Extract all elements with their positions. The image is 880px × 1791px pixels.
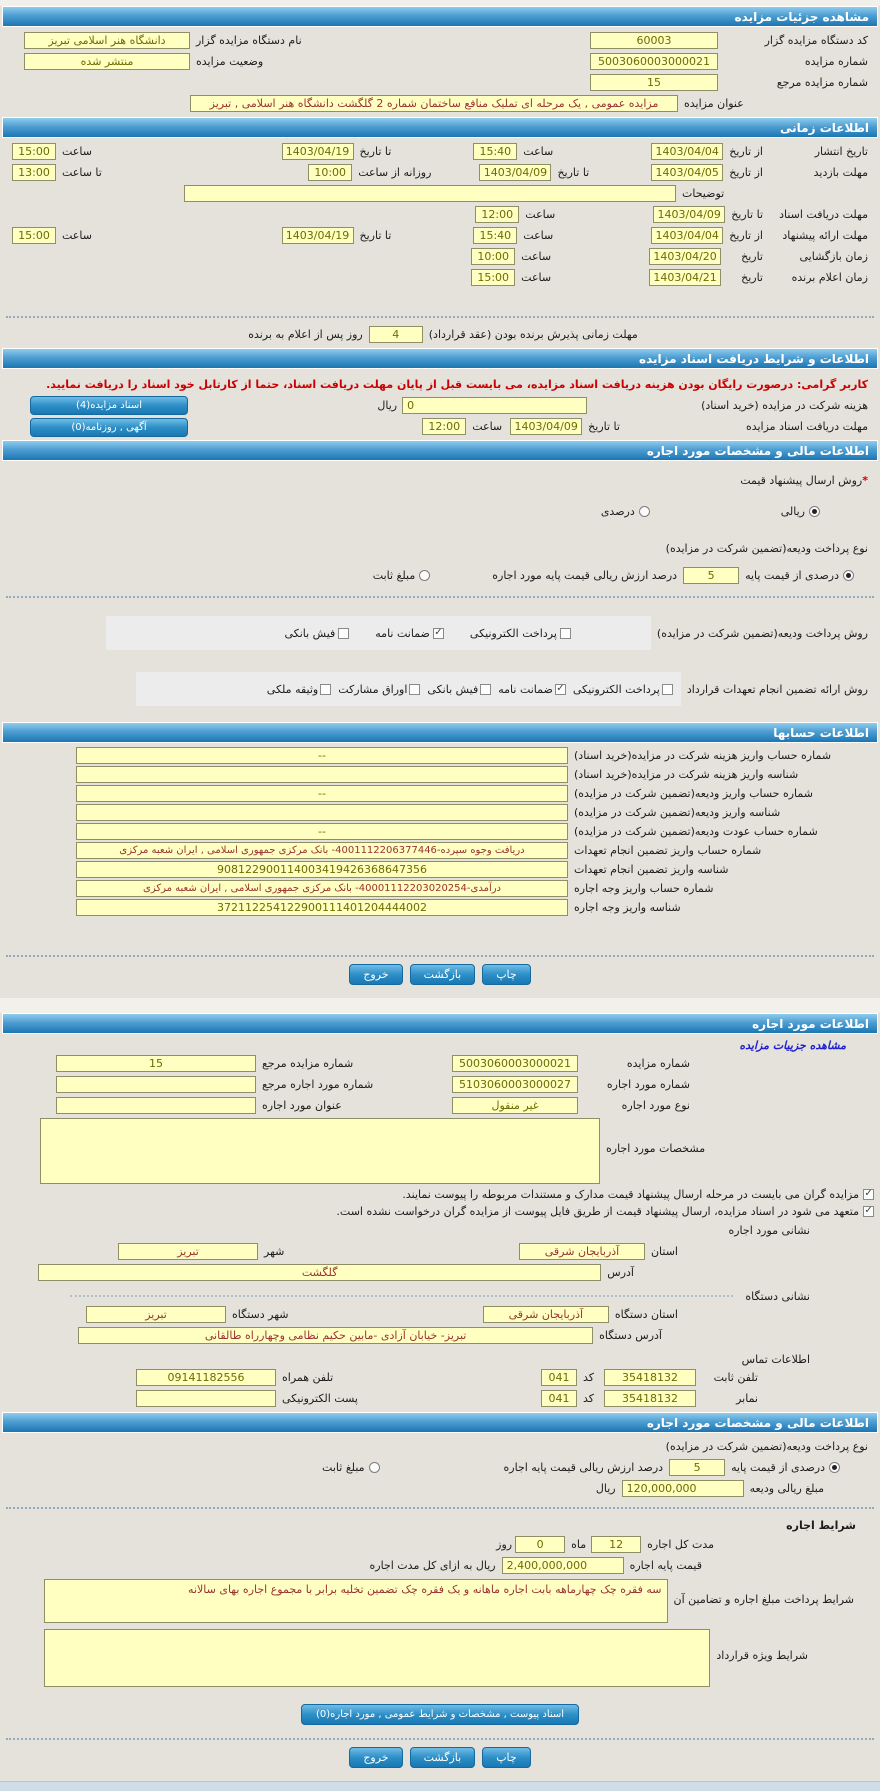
attach-docs-checkbox-row [0,1186,880,1203]
rent-terms-title-row [0,1509,880,1534]
publish-to-time-field[interactable]: 15:00 [12,143,56,160]
winner-time-field[interactable]: 15:00 [471,269,515,286]
ref-no-label: شماره مزایده مرجع [776,76,868,89]
docs-deadline-label: مهلت دریافت اسناد [779,208,868,221]
percent-of-base-radio[interactable] [829,1462,840,1473]
no-file-request-checkbox[interactable] [863,1206,874,1217]
view-details-row [0,1037,880,1053]
opening-date-field[interactable]: 1403/04/20 [649,248,721,265]
guarantee-option-label: فیش بانکی [427,682,479,696]
hour-label: ساعت [62,229,92,242]
date-label: تاریخ [741,271,763,284]
percent-radio[interactable] [639,506,650,517]
newspaper-ads-button[interactable]: آگهی , روزنامه(0) [30,418,188,437]
docs-date-field[interactable]: 1403/04/09 [653,206,725,223]
item-address-title-row [0,1220,880,1241]
ref-no-field[interactable]: 15 [56,1055,256,1072]
bank-slip-checkbox[interactable] [338,628,349,639]
notes-row [0,183,880,204]
offer-label: مهلت ارائه پیشنهاد [782,229,868,242]
section-header-accounts [2,722,878,743]
percent-of-base-radio[interactable] [843,570,854,581]
account-row [0,860,880,879]
section-title: اطلاعات زمانی [780,120,869,135]
agency-code-field[interactable]: 60003 [590,32,718,49]
agency-city-field[interactable]: تبریز [86,1306,226,1323]
account-row [0,784,880,803]
rial-option-label: ریالی [780,505,805,518]
exit-button[interactable]: خروج [349,1747,402,1768]
guarantee-option-label: ضمانت نامه [498,682,553,696]
fixed-amount-radio[interactable] [369,1462,380,1473]
back-button[interactable]: بازگشت [410,964,476,985]
section-header-timing [2,117,878,138]
item-specs-field[interactable] [40,1118,600,1184]
status-label: وضعیت مزایده [196,55,264,68]
winner-acceptance-row [0,318,880,345]
item-type-field[interactable]: غیر منقول [452,1097,578,1114]
account-row [0,879,880,898]
account-row-label: شناسه واریز ودیعه(تضمین شرکت در مزایده) [574,806,781,819]
acceptance-label: مهلت زمانی پذیرش برنده بودن (عقد قرارداد) [428,328,638,341]
section-header-financial [2,440,878,461]
account-row-label: شماره حساب واریز تضمین انجام تعهدات [574,844,762,857]
account-row [0,841,880,860]
mobile-field[interactable]: 09141182556 [136,1369,276,1386]
percent-value-field[interactable]: 5 [683,567,739,584]
guarantee-option [427,683,491,696]
item-ref-label: شماره مورد اجاره مرجع [262,1078,374,1091]
docs-receive-deadline-row [0,204,880,225]
rial-radio[interactable] [809,506,820,517]
winner-announce-row [0,267,880,288]
agency-province-field[interactable]: آذربایجان شرقی [483,1306,609,1323]
percent-of-base-label: درصدی از قیمت پایه [745,569,839,582]
payment-terms-label: شرایط پرداخت مبلغ اجاره و تضامین آن [673,1593,854,1606]
deposit-type-label: نوع پرداخت ودیعه(تضمین شرکت در مزایده) [665,542,868,555]
pay-method-option-label: پرداخت الکترونیکی [469,626,557,640]
no-file-request-text: متعهد می شود در اسناد مزایده، ارسال پیشنهاد قیمت از طریق فایل پیوست از مزایده گران درخواست نشده است. [336,1205,859,1218]
participation-fee-row [0,395,880,416]
account-row [0,746,880,765]
offer-deadline-row [0,225,880,246]
base-price-row [0,1555,880,1576]
publish-date-row [0,141,880,162]
guarantee-option-label: اوراق مشارکت [338,682,408,696]
item-specs-row [0,1116,880,1186]
daily-to-hour-label: تا ساعت [62,166,102,179]
item-title-field[interactable] [56,1097,256,1114]
email-field[interactable] [136,1390,276,1407]
docs-time-field[interactable]: 12:00 [475,206,519,223]
pay-method-option [284,627,349,640]
opening-label: زمان بازگشایی [799,250,868,263]
rial-label: ریال [377,399,398,412]
guarantee-option [267,683,331,696]
account-row [0,898,880,917]
docs-deadline-time-field[interactable]: 12:00 [422,418,466,435]
contract-guarantee-label: روش ارائه تضمین انجام تعهدات قرارداد [686,682,868,696]
percent-value-field[interactable]: 5 [669,1459,725,1476]
hour-label: ساعت [521,250,552,263]
auction-no-row [0,51,880,72]
payment-terms-row [0,1576,880,1626]
pay-method-option-label: ضمانت نامه [375,626,430,640]
agency-address-field[interactable]: تبریز- خیابان آزادی -مابین حکیم نظامی وچهارراه طالقانی [78,1327,593,1344]
duration-days-field[interactable]: 0 [515,1536,565,1553]
visit-label: مهلت بازدید [813,166,868,179]
item-province-city-row [0,1241,880,1262]
phone-field[interactable]: 35418132 [604,1369,696,1386]
opening-time-row [0,246,880,267]
base-price-suffix: ریال به ازای کل مدت اجاره [369,1559,496,1572]
item-address-title: نشانی مورد اجاره [728,1224,810,1237]
offer-from-time-field[interactable]: 15:40 [473,227,517,244]
offer-from-date-field[interactable]: 1403/04/04 [651,227,723,244]
fee-field[interactable]: 0 [402,397,587,414]
rent-duration-row [0,1534,880,1555]
offer-to-date-field[interactable]: 1403/04/19 [282,227,354,244]
fax-label: نمابر [736,1392,758,1405]
from-date-label: از تاریخ [729,145,763,158]
section-title: اطلاعات و شرایط دریافت اسناد مزایده [638,351,869,366]
ref-no-label: شماره مزایده مرجع [262,1057,354,1070]
hour-label: ساعت [523,229,554,242]
percent-suffix-label: درصد ارزش ریالی قیمت پایه مورد اجاره [492,569,678,582]
contact-title: اطلاعات تماس [741,1352,810,1366]
guarantee-option-label: وثیقه ملکی [266,682,319,696]
account-row-field[interactable]: -- [76,823,568,840]
auction-docs-button[interactable]: اسناد مزایده(4) [30,396,188,415]
fee-label: هزینه شرکت در مزایده (خرید اسناد) [701,399,868,412]
account-row-label: شناسه واریز هزینه شرکت در مزایده(خرید اسناد) [574,768,799,781]
fixed-amount-label: مبلغ ثابت [372,569,416,582]
account-row-label: شماره حساب عودت ودیعه(تضمین شرکت در مزایده) [574,825,818,838]
section-header-docs-conditions [2,348,878,369]
duration-months-field[interactable]: 12 [591,1536,641,1553]
account-row-field[interactable]: درآمدی-40001112203020254- بانک مرکزی جمهوری اسلامی , ایران شعبه مرکزی [76,880,568,897]
electronic-payment-checkbox[interactable] [662,684,673,695]
deposit-percent-row [0,557,880,588]
pay-method-option [375,627,444,640]
base-price-field[interactable]: 2,400,000,000 [502,1557,624,1574]
guarantee-letter-checkbox[interactable] [433,628,444,639]
agency-province-label: استان دستگاه [614,1308,678,1321]
notes-label: توضیحات [682,187,725,200]
agency-name-label: نام دستگاه مزایده گزار [196,34,302,47]
electronic-payment-checkbox[interactable] [560,628,571,639]
print-button[interactable]: چاپ [482,964,531,985]
auction-details-panel [0,6,880,998]
send-method-options-row [0,489,880,528]
account-row-label: شماره حساب واریز وجه اجاره [574,882,714,895]
agency-name-field[interactable]: دانشگاه هنر اسلامی تبریز [24,32,190,49]
account-row [0,803,880,822]
required-star: * [862,474,868,487]
phone-label: تلفن ثابت [713,1371,758,1384]
section-title: اطلاعات مالی و مشخصات مورد اجاره [646,443,869,458]
attached-docs-button[interactable]: اسناد پیوست , مشخصات و شرایط عمومی , مورد اجاره(0) [301,1704,579,1725]
account-row [0,822,880,841]
hour-label: ساعت [521,271,552,284]
pay-method-option-label: فیش بانکی [284,626,336,640]
contact-title-row [0,1346,880,1367]
account-row-label: شماره حساب واریز ودیعه(تضمین شرکت در مزایده) [574,787,813,800]
publish-label: تاریخ انتشار [814,145,868,158]
attach-docs-text: مزایده گران می بایست در مرحله ارسال پیشنهاد قیمت مدارک و مستندات مربوطه را پیوست نمایند. [402,1188,859,1201]
top-strip [0,0,880,3]
auction-no-label: شماره مزایده [804,55,868,68]
deposit-pay-method-box [106,616,651,650]
fixed-amount-radio[interactable] [419,570,430,581]
to-date-label: تا تاریخ [557,166,590,179]
account-row-label: شناسه واریز وجه اجاره [574,901,681,914]
account-row-field[interactable] [76,804,568,821]
auction-title-field[interactable]: مزایده عمومی , یک مرحله ای تملیک منافع ساختمان شماره 2 گلگشت دانشگاه هنر اسلامی , تبریز [190,95,678,112]
fax-code-field[interactable]: 041 [541,1390,577,1407]
send-method-row [0,464,880,489]
section-title: مشاهده جزئیات مزایده [734,9,869,24]
mobile-label: تلفن همراه [282,1371,334,1384]
item-specs-label: مشخصات مورد اجاره [606,1142,706,1155]
hour-label: ساعت [472,420,503,433]
section-header-rental-item [2,1013,878,1034]
no-file-request-checkbox-row [0,1203,880,1220]
code-label: کد [582,1392,594,1405]
footer-strip [0,1781,880,1791]
publish-from-time-field[interactable]: 15:40 [473,143,517,160]
item-no-label: شماره مورد اجاره [606,1078,690,1091]
deposit-amount-field[interactable]: 120,000,000 [622,1480,744,1497]
deposit-amount-row [0,1478,880,1499]
item-ref-field[interactable] [56,1076,256,1093]
to-date-label: تا تاریخ [359,145,392,158]
ref-no-row [0,72,880,93]
deposit-pay-method-label: روش پرداخت ودیعه(تضمین شرکت در مزایده) [656,626,868,640]
fax-row [0,1388,880,1409]
attach-docs-checkbox[interactable] [863,1189,874,1200]
account-row-field[interactable]: دریافت وجوه سپرده-4001112206377446- بانک مرکزی جمهوری اسلامی , ایران شعبه مرکزی [76,842,568,859]
auction-no-label: شماره مزایده [626,1057,690,1070]
deposit-type-row-2 [0,1436,880,1457]
visit-to-date-field[interactable]: 1403/04/09 [479,164,551,181]
winner-date-field[interactable]: 1403/04/21 [649,269,721,286]
account-row-field[interactable]: 372112254122900111401204444002 [76,899,568,916]
to-date-label: تا تاریخ [731,208,763,221]
hour-label: ساعت [523,145,554,158]
agency-code-label: کد دستگاه مزایده گزار [764,34,868,47]
auction-no-field[interactable]: 5003060003000021 [452,1055,578,1072]
province-label: استان [650,1245,678,1258]
status-field[interactable]: منتشر شده [24,53,190,70]
agency-city-label: شهر دستگاه [232,1308,289,1321]
exit-button[interactable]: خروج [349,964,402,985]
from-date-label: از تاریخ [729,229,763,242]
address-label: آدرس [607,1266,634,1279]
publish-to-date-field[interactable]: 1403/04/19 [282,143,354,160]
address-field[interactable]: گلگشت [38,1264,601,1281]
print-button[interactable]: چاپ [482,1747,531,1768]
account-row-field[interactable]: 908122900114003419426368647356 [76,861,568,878]
toolbar [0,957,880,994]
rental-auction-no-row [0,1053,880,1074]
view-auction-details-link[interactable]: مشاهده جزییات مزایده [739,1038,846,1052]
rental-item-panel [0,1013,880,1781]
day-label: روز [496,1538,513,1551]
rental-item-no-row [0,1074,880,1095]
publish-from-date-field[interactable]: 1403/04/04 [651,143,723,160]
deposit-amount-label: مبلغ ریالی ودیعه [749,1482,824,1495]
agency-row [0,30,880,51]
phone-code-field[interactable]: 041 [541,1369,577,1386]
send-method-label: روش ارسال پیشنهاد قیمت [740,474,863,487]
account-row-field[interactable] [76,766,568,783]
fax-field[interactable]: 35418132 [604,1390,696,1407]
dotted-separator [6,596,874,598]
section-title: اطلاعات مالی و مشخصات مورد اجاره [646,1415,869,1430]
guarantee-option [573,683,673,696]
city-label: شهر [264,1245,285,1258]
auction-title-label: عنوان مزایده [684,97,744,110]
province-field[interactable]: آذربایجان شرقی [519,1243,645,1260]
attachments-row [0,1690,880,1734]
deposit-percent-row-2 [0,1457,880,1478]
agency-address-title-row [0,1283,880,1304]
contract-guarantee-box [136,672,681,706]
section-header-auction-details [2,6,878,27]
base-price-label: قیمت پایه اجاره [629,1559,702,1572]
back-button[interactable]: بازگشت [410,1747,476,1768]
auction-no-field[interactable]: 5003060003000021 [590,53,718,70]
code-label: کد [582,1371,594,1384]
notes-field[interactable] [184,185,676,202]
phone-row [0,1367,880,1388]
panel-gap [0,998,880,1010]
docs-deadline-row [0,416,880,437]
acceptance-suffix: روز پس از اعلام به برنده [248,328,363,341]
email-label: پست الکترونیکی [282,1392,358,1405]
visit-from-date-field[interactable]: 1403/04/05 [651,164,723,181]
bank-slip-checkbox[interactable] [480,684,491,695]
payment-terms-field[interactable]: سه فقره چک چهارماهه بابت اجاره ماهانه و یک فقره چک تضمین تخلیه برابر با مجموع اجاره بهای سالانه [44,1579,668,1623]
rial-label: ریال [595,1482,616,1495]
agency-address-title: نشانی دستگاه [745,1289,810,1303]
account-row-label: شماره حساب واریز هزینه شرکت در مزایده(خرید اسناد) [574,749,832,762]
item-title-label: عنوان مورد اجاره [262,1099,342,1112]
contract-guarantee-row [0,670,880,708]
agency-address-row [0,1325,880,1346]
guarantee-option-label: پرداخت الکترونیکی [572,682,660,696]
account-row-field[interactable]: -- [76,747,568,764]
pay-method-option [470,627,571,640]
opening-time-field[interactable]: 10:00 [471,248,515,265]
visit-daily-to-field[interactable]: 13:00 [12,164,56,181]
percent-option-label: درصدی [600,505,635,518]
visit-daily-from-field[interactable]: 10:00 [308,164,352,181]
deposit-type-row [0,528,880,557]
fixed-amount-label: مبلغ ثابت [322,1461,365,1474]
special-terms-label: شرایط ویژه قرارداد [716,1649,808,1662]
section-title: اطلاعات مورد اجاره [752,1016,869,1031]
property-collateral-checkbox[interactable] [320,684,331,695]
hour-label: ساعت [525,208,556,221]
from-date-label: از تاریخ [729,166,763,179]
guarantee-letter-checkbox[interactable] [555,684,566,695]
percent-of-base-label: درصدی از قیمت پایه [731,1461,825,1474]
agency-address-label: آدرس دستگاه [599,1329,662,1342]
duration-label: مدت کل اجاره [647,1538,714,1551]
item-address-row [0,1262,880,1283]
agency-province-city-row [0,1304,880,1325]
toolbar-bottom [0,1740,880,1777]
deposit-type-label: نوع پرداخت ودیعه(تضمین شرکت در مزایده) [665,1440,868,1453]
month-label: ماه [571,1538,587,1551]
offer-to-time-field[interactable]: 15:00 [12,227,56,244]
guarantee-option [498,683,566,696]
item-no-field[interactable]: 5103060003000027 [452,1076,578,1093]
deposit-pay-method-row [0,614,880,652]
account-row-label: شناسه واریز تضمین انجام تعهدات [574,863,729,876]
account-row-field[interactable]: -- [76,785,568,802]
section-title: اطلاعات حسابها [773,725,869,740]
docs-deadline-date-field[interactable]: 1403/04/09 [510,418,582,435]
item-type-label: نوع مورد اجاره [621,1099,690,1112]
hour-label: ساعت [62,145,92,158]
auction-title-row [0,93,880,114]
acceptance-days-field[interactable]: 4 [369,326,423,343]
ref-no-field[interactable]: 15 [590,74,718,91]
guarantee-option [338,683,420,696]
percent-suffix-label: درصد ارزش ریالی قیمت پایه اجاره [503,1461,664,1474]
rent-terms-title: شرایط اجاره [786,1519,856,1532]
section-header-financial-2 [2,1412,878,1433]
visit-deadline-row [0,162,880,183]
participation-bonds-checkbox[interactable] [409,684,420,695]
date-label: تاریخ [741,250,763,263]
city-field[interactable]: تبریز [118,1243,258,1260]
account-row [0,765,880,784]
to-date-label: تا تاریخ [588,420,620,433]
special-terms-row [0,1626,880,1690]
winner-label: زمان اعلام برنده [791,271,868,284]
to-date-label: تا تاریخ [359,229,392,242]
daily-from-hour-label: روزانه از ساعت [358,166,432,179]
free-docs-notice: کاربر گرامی: درصورت رایگان بودن هزینه دریافت اسناد مزایده، می بایست قبل از پایان مهلت دریافت اسناد، حتما از کارتابل خود اسناد را دریافت نمایید. [46,378,868,391]
special-terms-field[interactable] [44,1629,710,1687]
docs-deadline-label: مهلت دریافت اسناد مزایده [745,420,868,433]
rental-type-row [0,1095,880,1116]
